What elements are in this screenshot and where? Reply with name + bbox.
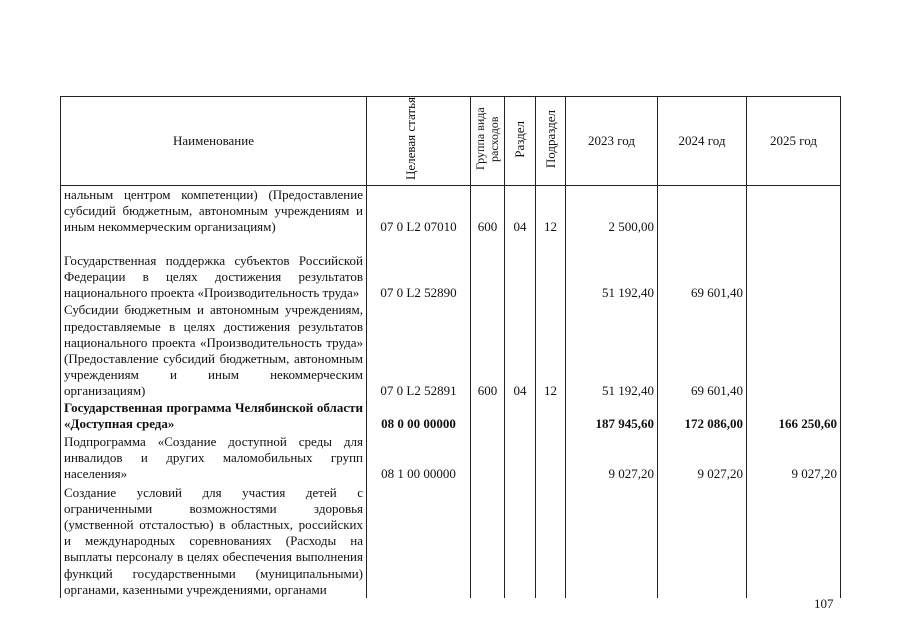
row-2025: 9 027,20: [747, 433, 841, 483]
row-code: [367, 483, 471, 598]
header-section: [505, 97, 536, 186]
row-2025: [747, 483, 841, 598]
row-name: Создание условий для участия детей с ограниченными возможностями здоровья (умственной отсталостью) в областных, российских и международных соревнованиях (Расходы на выплаты персоналу в целях обеспечения выполнения функций государственными (муниципальными) органами, казенными учреждениями, органами: [61, 483, 367, 598]
row-2023: 9 027,20: [566, 433, 658, 483]
row-section: 04: [505, 302, 536, 400]
row-2024: [658, 483, 747, 598]
row-name: Государственная поддержка субъектов Российской Федерации в целях достижения результатов национального проекта «Производительность труда»: [61, 236, 367, 302]
header-row: [61, 97, 841, 186]
row-subsection: 12: [536, 302, 566, 400]
header-group-label: Группа вида расходов: [472, 107, 501, 171]
header-section-label: Раздел: [512, 120, 527, 158]
row-2024: [658, 186, 747, 236]
row-2023: 51 192,40: [566, 236, 658, 302]
row-code: 08 0 00 00000: [367, 400, 471, 433]
row-2023: 51 192,40: [566, 302, 658, 400]
budget-table: [60, 96, 841, 598]
row-name: Субсидии бюджетным и автономным учреждениям, предоставляемые в целях достижения результатов национального проекта «Производительность труда» (Предоставление субсидий бюджетным, автономным учреждениям и иным некоммерческим организациям): [61, 302, 367, 400]
row-group: [471, 433, 505, 483]
row-subsection: [536, 236, 566, 302]
header-group: [471, 97, 505, 186]
row-2024: 172 086,00: [658, 400, 747, 433]
row-2024: 69 601,40: [658, 302, 747, 400]
row-2025: [747, 236, 841, 302]
row-2025: [747, 186, 841, 236]
header-2025: 2025 год: [747, 97, 841, 186]
row-2025: 166 250,60: [747, 400, 841, 433]
table-row: [61, 483, 841, 598]
row-section: 04: [505, 186, 536, 236]
row-2023: 187 945,60: [566, 400, 658, 433]
row-section: [505, 400, 536, 433]
row-section: [505, 433, 536, 483]
row-group: [471, 400, 505, 433]
page-number: 107: [814, 596, 834, 611]
row-code: 07 0 L2 52890: [367, 236, 471, 302]
row-section: [505, 483, 536, 598]
row-subsection: [536, 433, 566, 483]
row-code: 07 0 L2 52891: [367, 302, 471, 400]
row-section: [505, 236, 536, 302]
table-row: [61, 433, 841, 483]
row-group: [471, 483, 505, 598]
row-group: 600: [471, 302, 505, 400]
row-2024: 69 601,40: [658, 236, 747, 302]
row-name: Государственная программа Челябинской области «Доступная среда»: [61, 400, 367, 433]
table-row: [61, 186, 841, 236]
row-name: нальным центром компетенции) (Предоставление субсидий бюджетным, автономным учреждениям и иным некоммерческим организациям): [61, 186, 367, 236]
header-2024: 2024 год: [658, 97, 747, 186]
row-subsection: [536, 483, 566, 598]
header-2023: 2023 год: [566, 97, 658, 186]
header-subsection-label: Подраздел: [542, 109, 558, 169]
row-2023: [566, 483, 658, 598]
header-subsection: [536, 97, 566, 186]
row-subsection: [536, 400, 566, 433]
row-2024: 9 027,20: [658, 433, 747, 483]
header-name: Наименование: [61, 97, 367, 186]
row-group: [471, 236, 505, 302]
row-2025: [747, 302, 841, 400]
table-row: [61, 236, 841, 302]
row-code: 07 0 L2 07010: [367, 186, 471, 236]
table-row: [61, 302, 841, 400]
row-code: 08 1 00 00000: [367, 433, 471, 483]
row-group: 600: [471, 186, 505, 236]
header-target: [367, 97, 471, 186]
row-subsection: 12: [536, 186, 566, 236]
row-2023: 2 500,00: [566, 186, 658, 236]
row-name: Подпрограмма «Создание доступной среды для инвалидов и других маломобильных групп населения»: [61, 433, 367, 483]
table-row: [61, 400, 841, 433]
header-target-label: Целевая статья: [402, 97, 418, 181]
